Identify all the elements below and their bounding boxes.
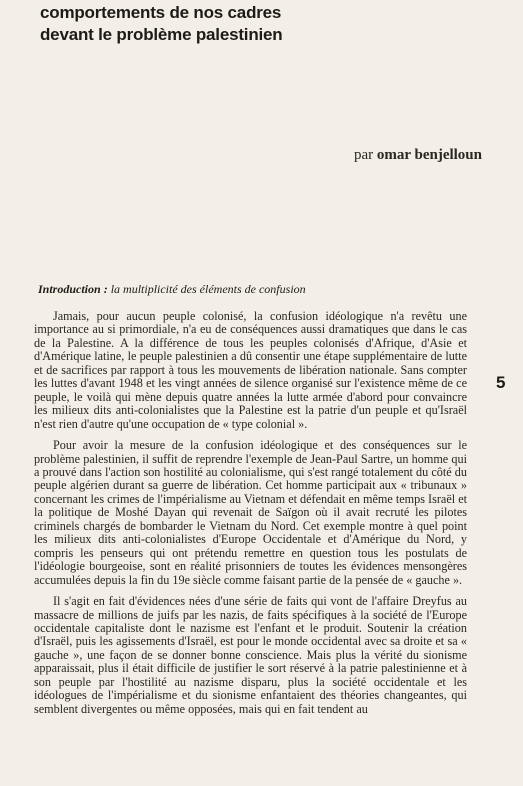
- paragraph-1: Jamais, pour aucun peuple colonisé, la confusion idéologique n'a revêtu une importance au si primordiale, n'a eu de conséquences aussi dramatiques que dans le cas de la Palestine. A la différence de tous les peuples colonisés d'Afrique, d'Asie et d'Amérique latine, le peuple palestinien a dû consentir une étape supplémentaire de lutte et de sacrifices par rapport à tous les mouvements de libération nationale. Sans compter les luttes d'avant 1948 et les vingt années de silence organisé sur l'existence même de ce peuple, le voilà qui mène depuis quatre années la lutte armée d'abord pour convaincre les milieux dits anti-colonialistes que la Palestine est la patrie d'un peuple et qu'Israël n'est rien d'autre qu'une occupation de « type colonial ».: [34, 309, 467, 431]
- byline-prefix: par: [353, 147, 374, 163]
- byline: [354, 146, 482, 164]
- article-title-line-2: devant le problème palestinien: [40, 25, 283, 44]
- paragraph-2: Pour avoir la mesure de la confusion idéologique et des conséquences sur le problème palestinien, il suffit de reprendre l'exemple de Jean-Paul Sartre, un homme qui a prouvé dans l'action son hostilité au colonialisme, qui s'est rangé totalement du côté du peuple algérien durant sa guerre de libération. Cet homme participait aux « tribunaux » concernant les crimes de l'impérialisme au Vietnam et défendait en même temps Israël et la politique de Moshé Dayan qui revenait de Saïgon où il avait recruté les pilotes criminels chargés de bombarder le Vietnam du Nord. Cet exemple montre à quel point les milieux dits anti-colonialistes d'Europe Occidentale et d'Amérique du Nord, y compris les penseurs qui ont prétendu remettre en question tous les postulats de l'idéologie bourgeoise, sont en réalité prisonniers de toutes les évidences mensongères accumulées depuis la fin du 19e siècle comme faisant partie de la pensée de « gauche ».: [34, 438, 467, 587]
- page-number: 5: [496, 373, 506, 392]
- paragraph-3: Il s'agit en fait d'évidences nées d'une série de faits qui vont de l'affaire Dreyfus au massacre de millions de juifs par les nazis, de faits spécifiques à la société de l'Europe occidentale capitaliste dont le nazisme est l'enfant et le produit. Soutenir la création d'Israël, puis les agissements d'Israël, est pour le monde occidental avec sa droite et sa « gauche », une façon de se donner bonne conscience. Mais plus la vérité du sionisme apparaissait, plus il était difficile de justifier le sort réservé à la patrie palestinienne et à son peuple par l'hostilité au nazisme disparu, plus la société occidentale et les idéologues de l'impérialisme et du sionisme enfantaient des théories changeantes, qui semblent divergentes ou même opposées, mais qui en fait tendent au: [34, 594, 467, 716]
- article-title: [40, 2, 282, 46]
- section-heading-lead: Introduction :: [38, 282, 108, 296]
- article-title-line-1: comportements de nos cadres: [40, 3, 282, 22]
- section-heading: [38, 282, 306, 297]
- author-name: omar benjelloun: [376, 147, 482, 163]
- section-heading-text: la multiplicité des éléments de confusion: [107, 282, 306, 296]
- article-body: [34, 310, 467, 724]
